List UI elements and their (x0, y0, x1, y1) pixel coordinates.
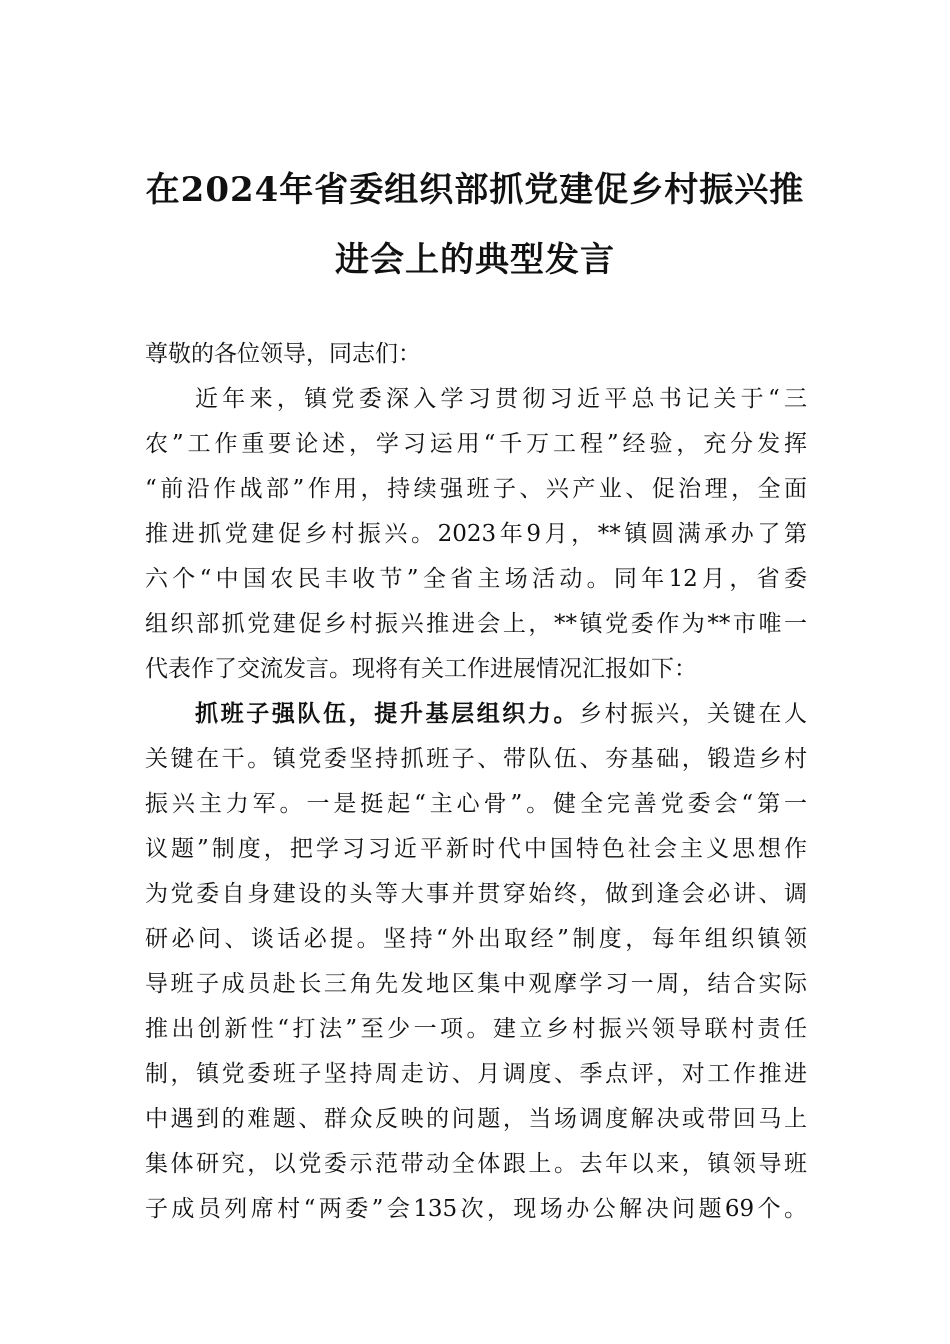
text-line: 代表作了交流发言。现将有关工作进展情况汇报如下： (145, 656, 697, 682)
section-heading: 抓班子强队伍，提升基层组织力。 (195, 701, 580, 727)
document-body (145, 332, 807, 1232)
text-line: 农”工作重要论述，学习运用“千万工程”经验，充分发挥 (145, 431, 807, 457)
text-line: 研必问、谈话必提。坚持“外出取经”制度，每年组织镇领 (145, 926, 807, 952)
text-line: 六个“中国农民丰收节”全省主场活动。同年12月，省委 (145, 566, 807, 592)
document-title-line-2: 进会上的典型发言 (335, 240, 615, 280)
paragraph-team-building (145, 692, 807, 1232)
text-line: 子成员列席村“两委”会135次，现场办公解决问题69个。 (145, 1196, 807, 1222)
text-line: “前沿作战部”作用，持续强班子、兴产业、促治理，全面 (145, 476, 807, 502)
text-line: 振兴主力军。一是挺起“主心骨”。健全完善党委会“第一 (145, 791, 807, 817)
text-line: 集体研究，以党委示范带动全体跟上。去年以来，镇领导班 (145, 1151, 807, 1177)
text-line: 近年来，镇党委深入学习贯彻习近平总书记关于“三 (195, 386, 807, 412)
text-line: 推进抓党建促乡村振兴。2023年9月，**镇圆满承办了第 (145, 521, 807, 547)
paragraph-intro (145, 377, 807, 692)
text-line: 中遇到的难题、群众反映的问题，当场调度解决或带回马上 (145, 1106, 807, 1132)
text-line: 议题”制度，把学习习近平新时代中国特色社会主义思想作 (145, 836, 807, 862)
text-line: 推出创新性“打法”至少一项。建立乡村振兴领导联村责任 (145, 1016, 807, 1042)
text-line: 组织部抓党建促乡村振兴推进会上，**镇党委作为**市唯一 (145, 611, 807, 637)
paragraph-first-line (145, 692, 807, 737)
salutation: 尊敬的各位领导，同志们： (145, 341, 421, 367)
text-line: 关键在干。镇党委坚持抓班子、带队伍、夯基础，锻造乡村 (145, 746, 807, 772)
document-title-line-1: 在2024年省委组织部抓党建促乡村振兴推 (145, 170, 805, 210)
text-line: 为党委自身建设的头等大事并贯穿始终，做到逢会必讲、调 (145, 881, 807, 907)
text-line: 导班子成员赴长三角先发地区集中观摩学习一周，结合实际 (145, 971, 807, 997)
text-line: 制，镇党委班子坚持周走访、月调度、季点评，对工作推进 (145, 1061, 807, 1087)
paragraph-text: 乡村振兴，关键在人 (579, 701, 808, 727)
